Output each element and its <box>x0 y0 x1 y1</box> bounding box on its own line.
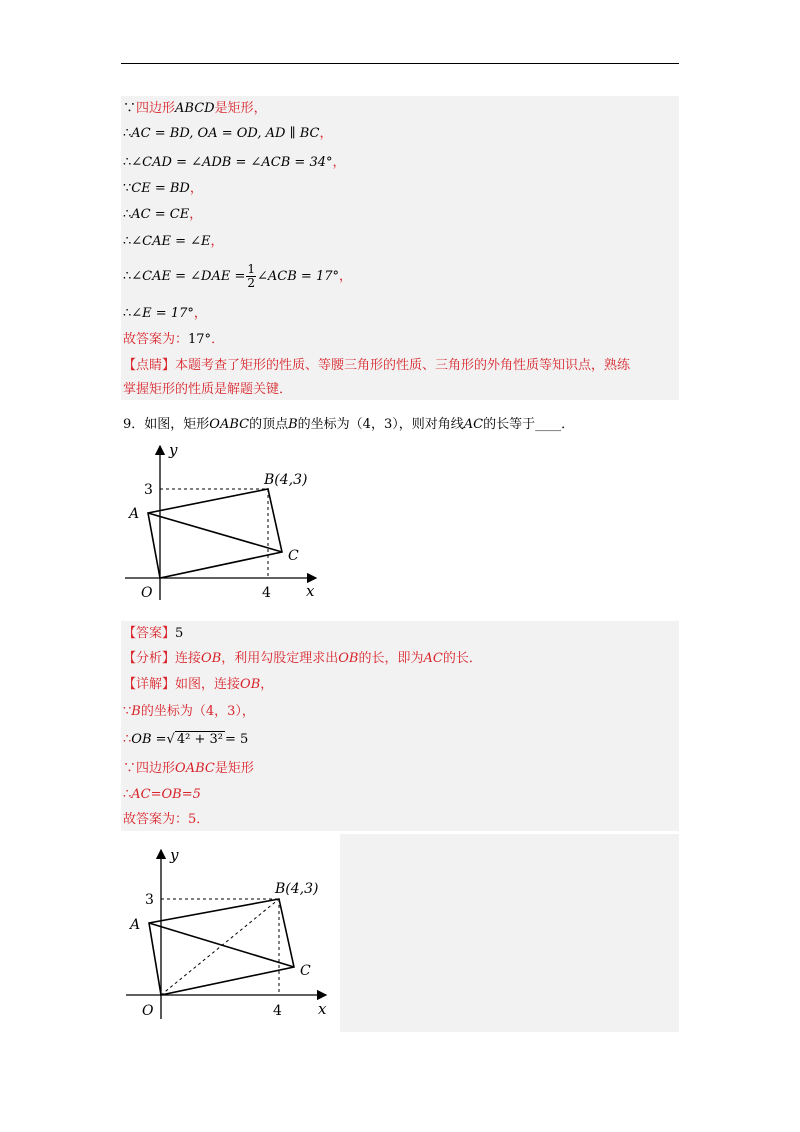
solution-line: 故答案为：17°． <box>123 332 225 347</box>
question-text: 9．如图，矩形OABC的顶点B的坐标为（4，3），则对角线AC的长等于____． <box>123 417 575 432</box>
solution-line: ∵CE = BD， <box>123 181 203 196</box>
point-label-b: B(4,3) <box>264 472 308 488</box>
answer-line: 【答案】5 <box>123 626 184 641</box>
comment-line: 【点睛】本题考查了矩形的性质、等腰三角形的性质、三角形的外角性质等知识点，熟练 <box>123 358 631 373</box>
solution-line: ∴∠E = 17°， <box>123 306 207 321</box>
point-label-a: A <box>130 917 141 933</box>
analysis-line: 【分析】连接OB，利用勾股定理求出OB的长，即为AC的长． <box>123 651 482 666</box>
tick-label-y: 3 <box>144 482 153 498</box>
detail-line: 【详解】如图，连接OB， <box>123 677 274 692</box>
diagonal-ac <box>149 923 294 967</box>
point-label-a: A <box>129 506 140 522</box>
x-axis-label: x <box>306 582 315 600</box>
comment-line: 掌握矩形的性质是解题关键． <box>123 382 293 397</box>
solution-line: ∴AC = CE， <box>123 207 203 222</box>
rectangle-oabc <box>148 489 282 578</box>
detail-line: 故答案为：5． <box>123 812 210 827</box>
solution-line: ∴AC = BD, OA = OD, AD ∥ BC， <box>123 126 333 141</box>
fraction: $\frac{1}{2}$ <box>247 262 256 290</box>
tick-label-y: 3 <box>145 892 154 908</box>
point-label-b: B(4,3) <box>275 881 319 897</box>
solution-line: ∴∠CAD = ∠ADB = ∠ACB = 34°， <box>123 155 346 170</box>
detail-line: ∴OB =√ 4² + 3² = 5 <box>123 732 249 747</box>
point-label-c: C <box>300 963 311 979</box>
header-rule <box>121 63 679 64</box>
solution-line: ∴∠CAE = ∠DAE = $\frac{1}{2}$ ∠ACB = 17°， <box>123 262 353 290</box>
figure-rectangle-with-ob <box>121 834 340 1032</box>
diagonal-ob-dashed <box>161 899 279 995</box>
detail-line: ∵B的坐标为（4，3）， <box>123 704 255 719</box>
origin-label: O <box>141 585 153 601</box>
y-axis-label: y <box>170 846 179 864</box>
figure2-shade <box>340 834 679 1032</box>
x-axis-label: x <box>318 1000 327 1018</box>
detail-line: ∴AC=OB=5 <box>123 787 201 802</box>
tick-label-x: 4 <box>262 585 271 601</box>
figure-rectangle <box>120 440 330 605</box>
solution-line: ∴∠CAE = ∠E， <box>123 234 224 249</box>
solution-line: ∵四边形ABCD是矩形， <box>123 101 267 116</box>
diagonal-ac <box>148 513 282 552</box>
rectangle-oabc <box>149 899 294 995</box>
point-label-c: C <box>288 548 299 564</box>
origin-label: O <box>142 1003 154 1019</box>
y-axis-label: y <box>169 441 178 459</box>
tick-label-x: 4 <box>273 1003 282 1019</box>
detail-line: ∵四边形OABC是矩形 <box>123 761 254 776</box>
